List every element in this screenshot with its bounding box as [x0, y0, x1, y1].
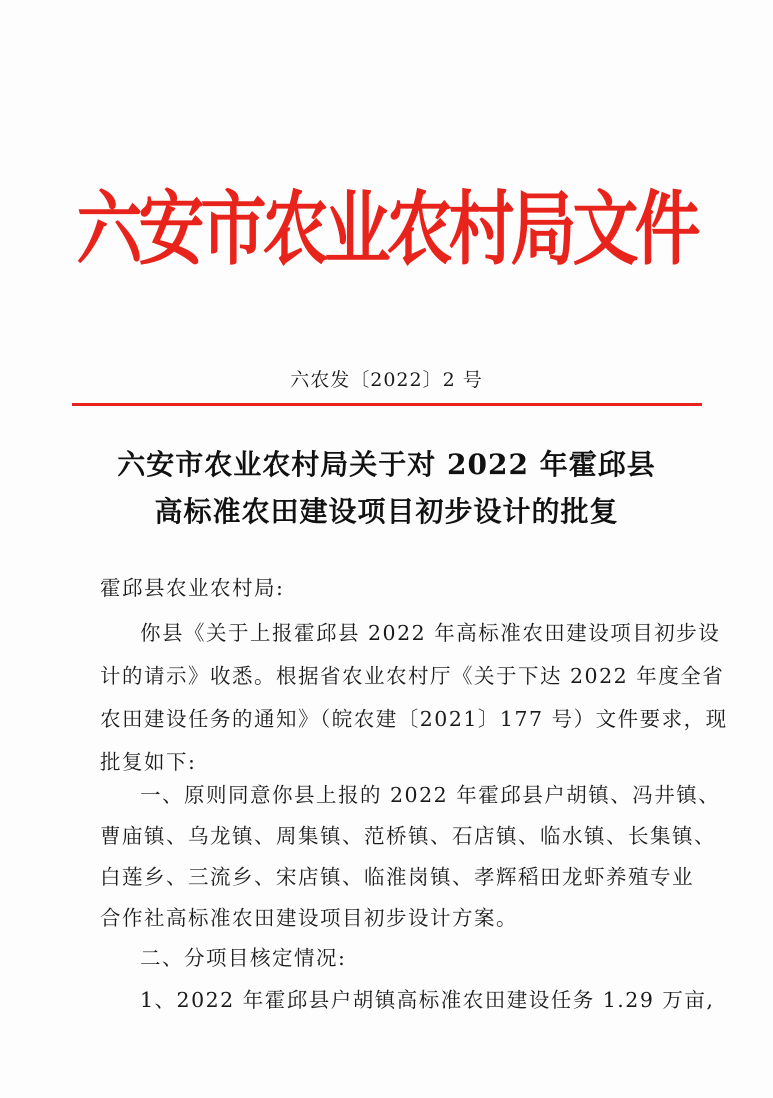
document-number: 六农发〔2022〕2 号	[290, 369, 483, 391]
document-title-line-2: 高标准农田建设项目初步设计的批复	[154, 495, 619, 528]
paragraph-2-line-3: 白莲乡、三流乡、宋店镇、临淮岗镇、孝辉稻田龙虾养殖专业	[100, 865, 694, 889]
paragraph-2-line-2: 曹庙镇、乌龙镇、周集镇、范桥镇、石店镇、临水镇、长集镇、	[100, 824, 716, 848]
paragraph-1-line-2: 计的请示》收悉。根据省农业农村厅《关于下达 2022 年度全省	[100, 664, 725, 688]
paragraph-3: 二、分项目核定情况:	[140, 946, 347, 970]
paragraph-1-line-4: 批复如下:	[100, 750, 197, 774]
paragraph-1-line-1: 你县《关于上报霍邱县 2022 年高标准农田建设项目初步设	[140, 621, 721, 645]
paragraph-2-line-1: 一、原则同意你县上报的 2022 年霍邱县户胡镇、冯井镇、	[140, 783, 721, 807]
addressee: 霍邱县农业农村局:	[100, 576, 285, 600]
paragraph-4: 1、2022 年霍邱县户胡镇高标准农田建设任务 1.29 万亩,	[140, 988, 715, 1012]
paragraph-1-line-3: 农田建设任务的通知》（皖农建〔2021〕177 号）文件要求，现	[100, 707, 728, 731]
red-divider-line	[72, 403, 702, 406]
masthead-title: 六安市农业农村局文件	[76, 181, 697, 277]
document-title-line-1: 六安市农业农村局关于对 2022 年霍邱县	[117, 448, 656, 481]
paragraph-2-line-4: 合作社高标准农田建设项目初步设计方案。	[100, 906, 518, 930]
